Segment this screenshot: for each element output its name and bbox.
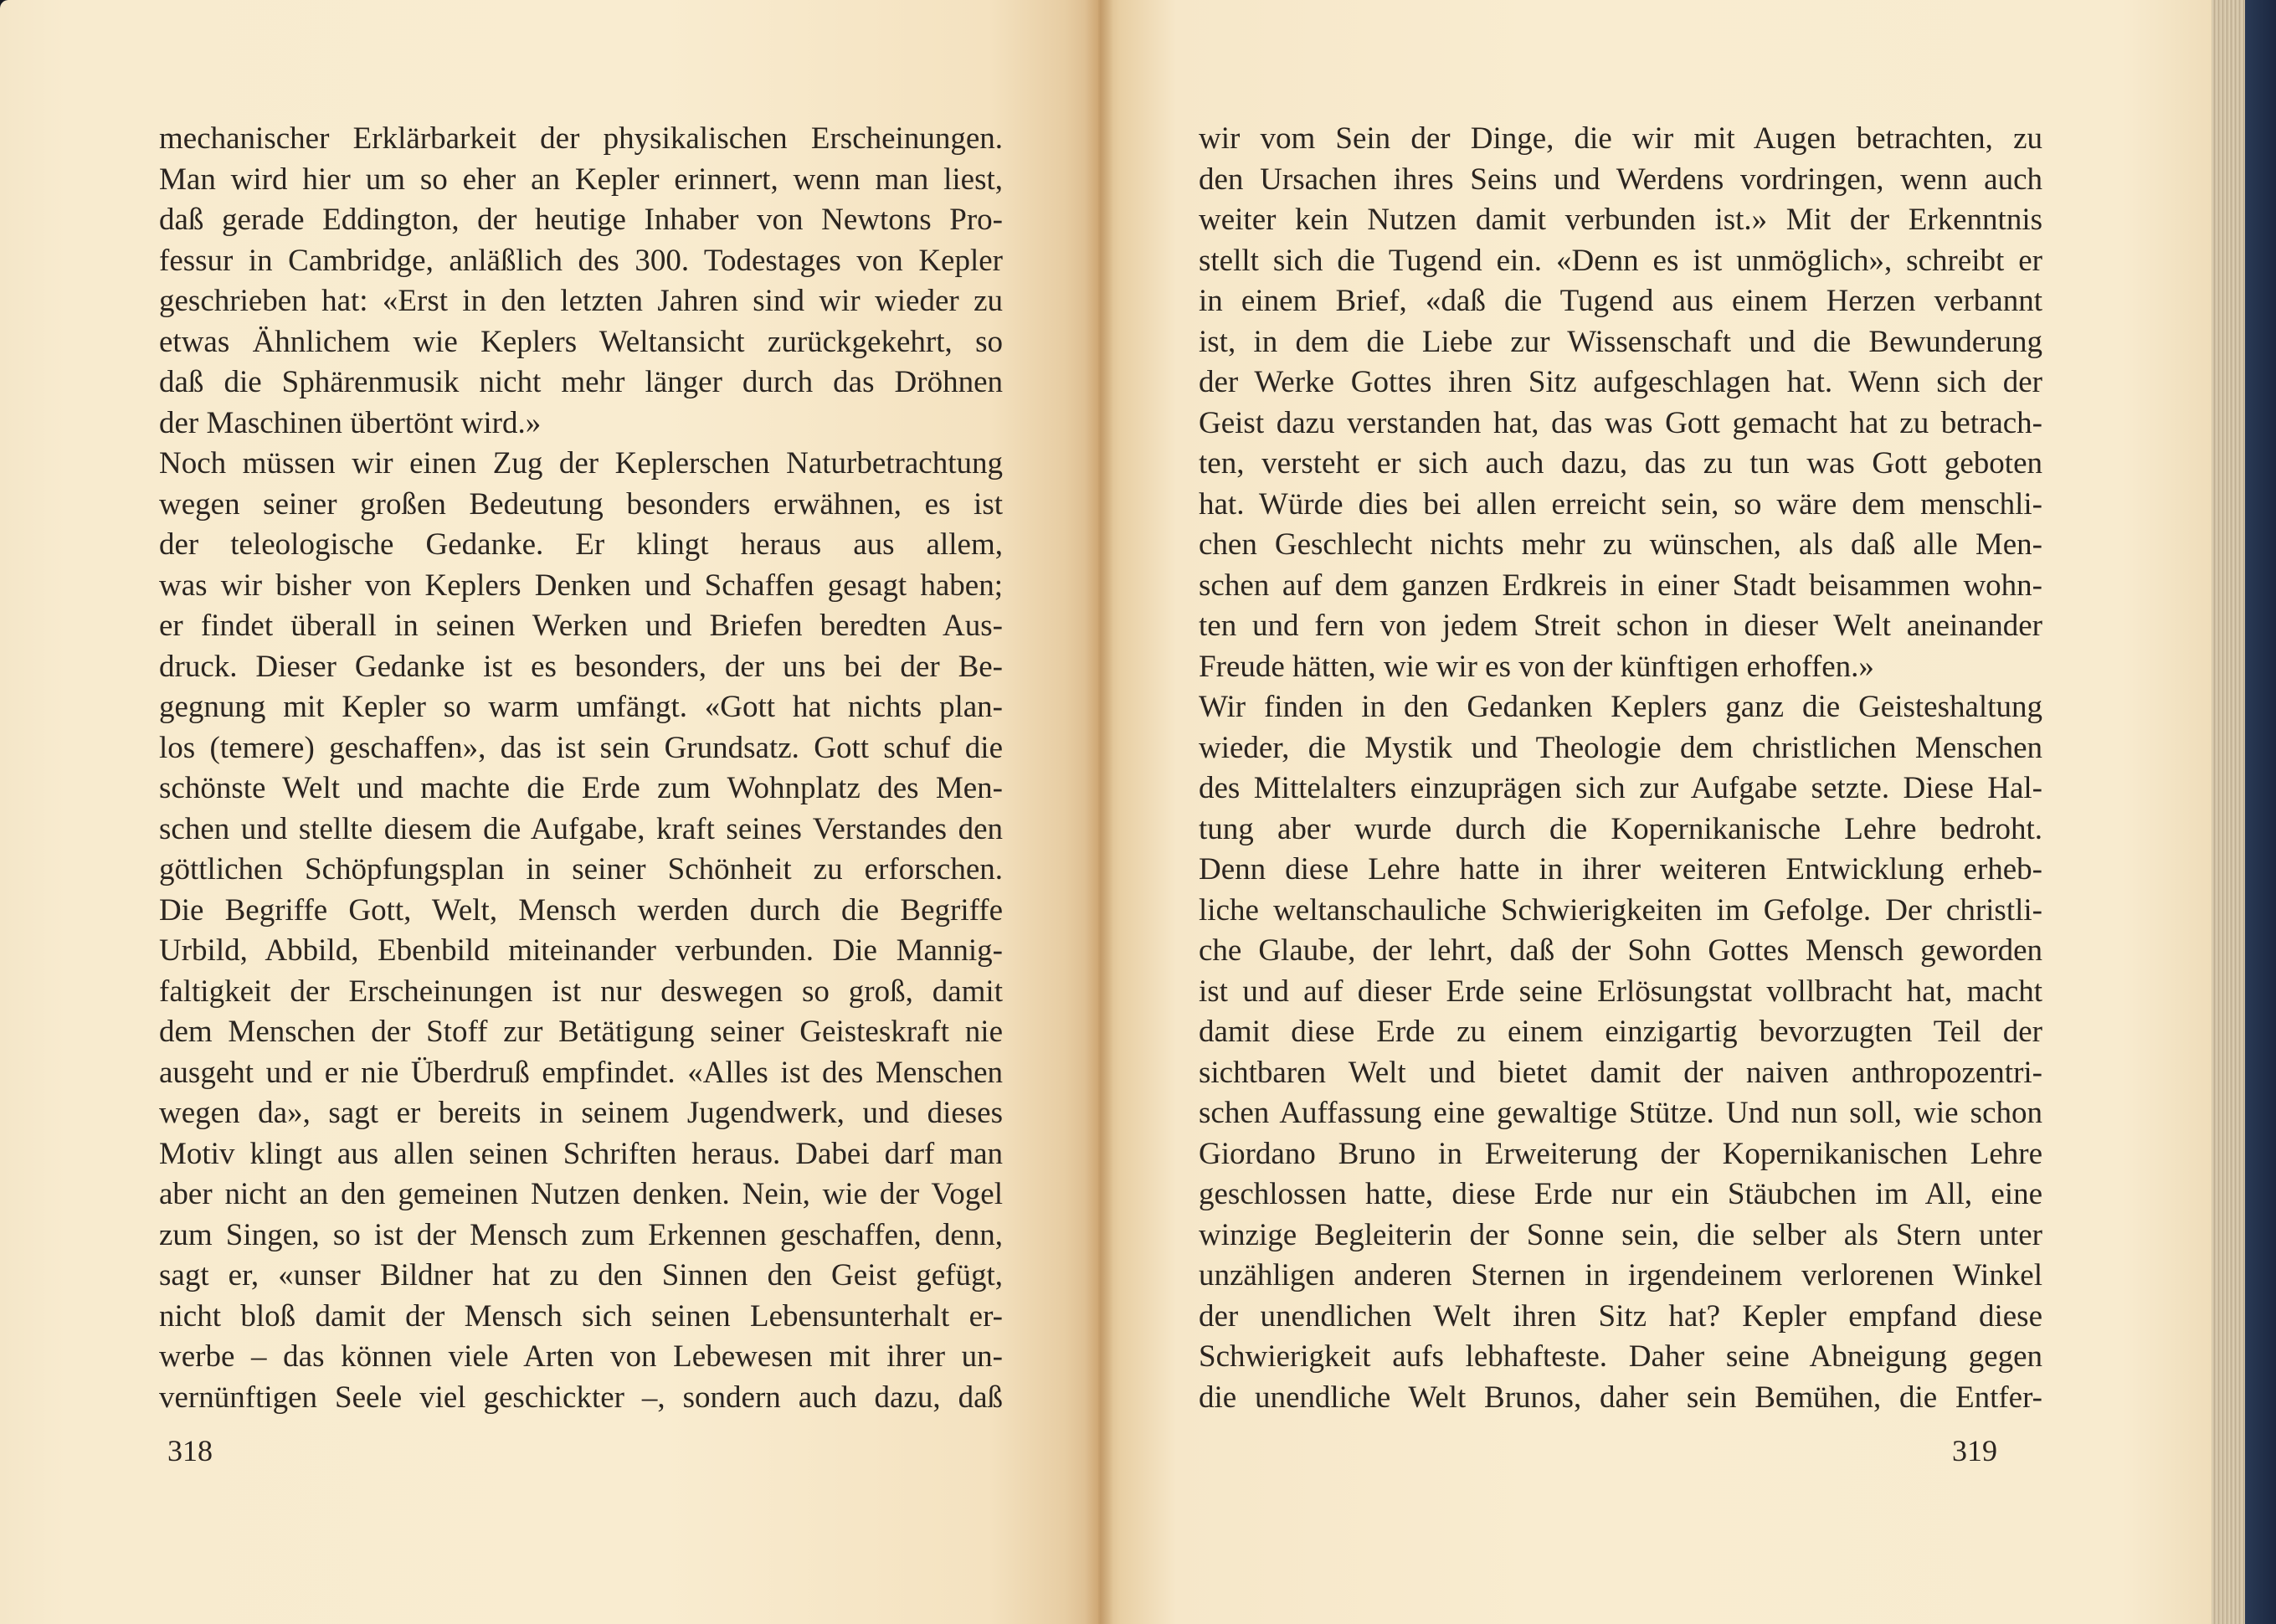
text-line: den Ursachen ihres Seins und Werdens vordringen, wenn auch — [1199, 162, 2042, 197]
text-line: tung aber wurde durch die Kopernikanische Lehre bedroht. — [1199, 811, 2042, 846]
text-line: winzige Begleiterin der Sonne sein, die selber als Stern unter — [1199, 1217, 2042, 1252]
text-line: aber nicht an den gemeinen Nutzen denken. Nein, wie der Vogel — [159, 1177, 1003, 1211]
text-line: wegen da», sagt er bereits in seinem Jugendwerk, und dieses — [159, 1096, 1003, 1130]
text-line: liche weltanschauliche Schwierigkeiten im Gefolge. Der christli- — [1199, 892, 2042, 928]
text-line: geschlossen hatte, diese Erde nur ein Stäubchen im All, eine — [1199, 1177, 2042, 1211]
text-line: che Glaube, der lehrt, daß der Sohn Gottes Mensch geworden — [1199, 933, 2042, 968]
text-line: werbe – das können viele Arten von Lebewesen mit ihrer un- — [159, 1339, 1003, 1374]
right-page — [1098, 0, 2212, 1624]
text-line: chen Geschlecht nichts mehr zu wünschen, als daß alle Men- — [1199, 527, 2042, 562]
text-line: druck. Dieser Gedanke ist es besonders, der uns bei der Be- — [159, 649, 1003, 684]
text-line: wegen seiner großen Bedeutung besonders erwähnen, es ist — [159, 486, 1003, 522]
text-line: ten, versteht er sich auch dazu, das zu tun was Gott geboten — [1199, 446, 2042, 481]
text-line: Schwierigkeit aufs lebhafteste. Daher seine Abneigung gegen — [1199, 1339, 2042, 1374]
book-gutter — [1085, 0, 1113, 1624]
text-line: schen auf dem ganzen Erdkreis in einer Stadt beisammen wohn- — [1199, 568, 2042, 603]
text-line: der unendlichen Welt ihren Sitz hat? Kepler empfand diese — [1199, 1298, 2042, 1334]
text-line: Freude hätten, wie wir es von der künftigen erhoffen.» — [1199, 649, 1874, 684]
text-line: geschrieben hat: «Erst in den letzten Jahren sind wir wieder zu — [159, 284, 1003, 318]
text-line: des Mittelalters einzuprägen sich zur Aufgabe setzte. Diese Hal- — [1199, 771, 2042, 805]
text-line: daß die Sphärenmusik nicht mehr länger durch das Dröhnen — [159, 365, 1003, 399]
text-line: der Werke Gottes ihren Sitz aufgeschlagen hat. Wenn sich der — [1199, 365, 2042, 399]
text-line: Denn diese Lehre hatte in ihrer weiteren Entwicklung erheb- — [1199, 852, 2042, 887]
text-line: Man wird hier um so eher an Kepler erinnert, wenn man liest, — [159, 162, 1003, 197]
text-line: wir vom Sein der Dinge, die wir mit Augen betrachten, zu — [1199, 121, 2042, 156]
text-line: ausgeht und er nie Überdruß empfindet. «Alles ist des Menschen — [159, 1055, 1003, 1090]
text-line: weiter kein Nutzen damit verbunden ist.» Mit der Erkenntnis — [1199, 203, 2042, 237]
left-page — [0, 0, 1098, 1624]
text-line: ist, in dem die Liebe zur Wissenschaft und die Bewunderung — [1199, 324, 2042, 359]
page-edges — [2212, 0, 2276, 1624]
text-line: daß gerade Eddington, der heutige Inhaber von Newtons Pro- — [159, 203, 1003, 237]
text-line: sagt er, «unser Bildner hat zu den Sinnen den Geist gefügt, — [159, 1258, 1003, 1293]
text-line: der teleologische Gedanke. Er klingt heraus aus allem, — [159, 527, 1003, 562]
text-line: mechanischer Erklärbarkeit der physikalischen Erscheinungen. — [159, 121, 1003, 156]
text-line: Wir finden in den Gedanken Keplers ganz die Geisteshaltung — [1199, 690, 2042, 724]
text-line: damit diese Erde zu einem einzigartig bevorzugten Teil der — [1199, 1015, 2042, 1049]
text-line: Giordano Bruno in Erweiterung der Kopernikanischen Lehre — [1199, 1136, 2042, 1171]
text-line: unzähligen anderen Sternen in irgendeinem verlorenen Winkel — [1199, 1258, 2042, 1293]
text-line: Motiv klingt aus allen seinen Schriften heraus. Dabei darf man — [159, 1136, 1003, 1171]
right-page-text — [1199, 119, 2042, 1418]
text-line: Urbild, Abbild, Ebenbild miteinander verbunden. Die Mannig- — [159, 933, 1003, 968]
text-line: schönste Welt und machte die Erde zum Wohnplatz des Men- — [159, 771, 1003, 805]
text-line: vernünftigen Seele viel geschickter –, sondern auch dazu, daß — [159, 1380, 1003, 1415]
text-line: Noch müssen wir einen Zug der Keplerschen Naturbetrachtung — [159, 446, 1003, 481]
text-line: zum Singen, so ist der Mensch zum Erkennen geschaffen, denn, — [159, 1217, 1003, 1252]
text-line: etwas Ähnlichem wie Keplers Weltansicht zurückgekehrt, so — [159, 324, 1003, 359]
text-line: faltigkeit der Erscheinungen ist nur deswegen so groß, damit — [159, 974, 1003, 1009]
text-line: er findet überall in seinen Werken und Briefen beredten Aus- — [159, 609, 1003, 643]
text-line: stellt sich die Tugend ein. «Denn es ist unmöglich», schreibt er — [1199, 243, 2042, 278]
text-line: was wir bisher von Keplers Denken und Schaffen gesagt haben; — [159, 568, 1003, 603]
text-line: schen und stellte diesem die Aufgabe, kraft seines Verstandes den — [159, 811, 1003, 846]
page-number-right: 319 — [1952, 1434, 1997, 1467]
text-line: göttlichen Schöpfungsplan in seiner Schönheit zu erforschen. — [159, 852, 1003, 887]
text-line: der Maschinen übertönt wird.» — [159, 405, 542, 440]
text-line: los (temere) geschaffen», das ist sein Grundsatz. Gott schuf die — [159, 730, 1003, 765]
text-line: in einem Brief, «daß die Tugend aus einem Herzen verbannt — [1199, 284, 2042, 318]
text-line: fessur in Cambridge, anläßlich des 300. Todestages von Kepler — [159, 243, 1003, 278]
text-line: wieder, die Mystik und Theologie dem christlichen Menschen — [1199, 730, 2042, 765]
text-line: hat. Würde dies bei allen erreicht sein, so wäre dem menschli- — [1199, 486, 2042, 522]
text-line: Geist dazu verstanden hat, das was Gott gemacht hat zu betrach- — [1199, 405, 2042, 440]
left-page-text — [159, 119, 1003, 1418]
text-line: ist und auf dieser Erde seine Erlösungstat vollbracht hat, macht — [1199, 974, 2042, 1009]
text-line: schen Auffassung eine gewaltige Stütze. Und nun soll, wie schon — [1199, 1096, 2042, 1130]
text-line: dem Menschen der Stoff zur Betätigung seiner Geisteskraft nie — [159, 1015, 1003, 1049]
text-line: Die Begriffe Gott, Welt, Mensch werden durch die Begriffe — [159, 892, 1003, 928]
text-line: ten und fern von jedem Streit schon in dieser Welt aneinander — [1199, 609, 2042, 643]
page-number-left: 318 — [167, 1434, 213, 1467]
text-line: sichtbaren Welt und bietet damit der naiven anthropozentri- — [1199, 1055, 2042, 1090]
text-line: die unendliche Welt Brunos, daher sein Bemühen, die Entfer- — [1199, 1380, 2042, 1415]
text-line: gegnung mit Kepler so warm umfängt. «Gott hat nichts plan- — [159, 690, 1003, 724]
text-line: nicht bloß damit der Mensch sich seinen Lebensunterhalt er- — [159, 1298, 1003, 1334]
